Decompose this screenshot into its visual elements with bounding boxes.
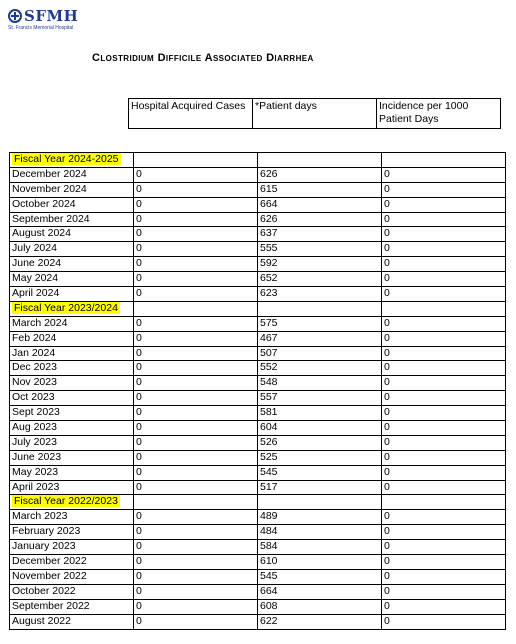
table-row [10, 465, 506, 480]
month-cell: Feb 2024 [10, 331, 134, 346]
month-cell: December 2024 [10, 167, 134, 182]
incidence-cell: 0 [382, 465, 506, 480]
month-cell: November 2022 [10, 569, 134, 584]
incidence-cell: 0 [382, 525, 506, 540]
month-cell: August 2022 [10, 614, 134, 629]
incidence-cell: 0 [382, 584, 506, 599]
cases-cell: 0 [134, 346, 258, 361]
month-cell: March 2023 [10, 510, 134, 525]
month-cell: May 2023 [10, 465, 134, 480]
cases-cell: 0 [134, 421, 258, 436]
month-cell: June 2023 [10, 450, 134, 465]
patient-days-cell: 581 [258, 406, 382, 421]
incidence-cell: 0 [382, 480, 506, 495]
incidence-cell: 0 [382, 510, 506, 525]
cases-cell: 0 [134, 227, 258, 242]
month-cell: March 2024 [10, 316, 134, 331]
empty-cell [258, 301, 382, 316]
cases-cell: 0 [134, 525, 258, 540]
patient-days-cell: 557 [258, 391, 382, 406]
cases-cell: 0 [134, 212, 258, 227]
cases-cell: 0 [134, 287, 258, 302]
incidence-cell: 0 [382, 599, 506, 614]
incidence-cell: 0 [382, 391, 506, 406]
table-row [10, 272, 506, 287]
table-row [10, 584, 506, 599]
cases-cell: 0 [134, 182, 258, 197]
month-cell: September 2024 [10, 212, 134, 227]
empty-cell [134, 495, 258, 510]
patient-days-cell: 467 [258, 331, 382, 346]
table-row [10, 287, 506, 302]
incidence-cell: 0 [382, 316, 506, 331]
cases-cell: 0 [134, 569, 258, 584]
patient-days-cell: 652 [258, 272, 382, 287]
cases-cell: 0 [134, 361, 258, 376]
incidence-cell: 0 [382, 287, 506, 302]
table-row [10, 182, 506, 197]
patient-days-cell: 592 [258, 257, 382, 272]
empty-cell [382, 495, 506, 510]
patient-days-cell: 484 [258, 525, 382, 540]
incidence-cell: 0 [382, 435, 506, 450]
fiscal-year-highlight: Fiscal Year 2022/2023 [14, 495, 118, 508]
table-row [10, 555, 506, 570]
cases-cell: 0 [134, 599, 258, 614]
data-table [9, 152, 506, 630]
table-row [10, 614, 506, 629]
month-cell: September 2022 [10, 599, 134, 614]
month-cell: January 2023 [10, 540, 134, 555]
table-row [10, 435, 506, 450]
table-row [10, 525, 506, 540]
table-row [10, 421, 506, 436]
incidence-cell: 0 [382, 569, 506, 584]
month-cell: February 2023 [10, 525, 134, 540]
table-row [10, 406, 506, 421]
incidence-cell: 0 [382, 197, 506, 212]
cross-icon [8, 9, 22, 23]
empty-cell [258, 495, 382, 510]
fiscal-year-row [10, 301, 506, 316]
cases-cell: 0 [134, 435, 258, 450]
table-row [10, 376, 506, 391]
header-row [129, 99, 501, 129]
incidence-cell: 0 [382, 450, 506, 465]
patient-days-cell: 526 [258, 435, 382, 450]
month-cell: November 2024 [10, 182, 134, 197]
patient-days-cell: 555 [258, 242, 382, 257]
header-cases: Hospital Acquired Cases [129, 99, 253, 129]
patient-days-cell: 664 [258, 584, 382, 599]
fiscal-year-row [10, 153, 506, 168]
table-row [10, 346, 506, 361]
patient-days-cell: 525 [258, 450, 382, 465]
patient-days-cell: 626 [258, 167, 382, 182]
header-patient-days: *Patient days [253, 99, 377, 129]
table-row [10, 599, 506, 614]
patient-days-cell: 489 [258, 510, 382, 525]
cases-cell: 0 [134, 376, 258, 391]
cases-cell: 0 [134, 450, 258, 465]
logo-subtitle: St. Francis Memorial Hospital [8, 25, 74, 31]
month-cell: July 2024 [10, 242, 134, 257]
cases-cell: 0 [134, 480, 258, 495]
cases-cell: 0 [134, 555, 258, 570]
empty-cell [258, 153, 382, 168]
patient-days-cell: 615 [258, 182, 382, 197]
table-row [10, 167, 506, 182]
fiscal-year-highlight: Fiscal Year 2024-2025 [14, 153, 119, 165]
patient-days-cell: 507 [258, 346, 382, 361]
table-row [10, 257, 506, 272]
cases-cell: 0 [134, 584, 258, 599]
patient-days-cell: 610 [258, 555, 382, 570]
incidence-cell: 0 [382, 257, 506, 272]
incidence-cell: 0 [382, 376, 506, 391]
incidence-cell: 0 [382, 242, 506, 257]
cases-cell: 0 [134, 167, 258, 182]
fiscal-year-label [10, 301, 134, 316]
patient-days-cell: 545 [258, 465, 382, 480]
patient-days-cell: 623 [258, 287, 382, 302]
month-cell: Sept 2023 [10, 406, 134, 421]
patient-days-cell: 637 [258, 227, 382, 242]
table-row [10, 242, 506, 257]
table-row [10, 569, 506, 584]
month-cell: April 2024 [10, 287, 134, 302]
cases-cell: 0 [134, 510, 258, 525]
incidence-cell: 0 [382, 406, 506, 421]
hospital-logo [8, 8, 94, 42]
month-cell: Nov 2023 [10, 376, 134, 391]
cases-cell: 0 [134, 257, 258, 272]
month-cell: October 2022 [10, 584, 134, 599]
cases-cell: 0 [134, 316, 258, 331]
month-cell: April 2023 [10, 480, 134, 495]
incidence-cell: 0 [382, 555, 506, 570]
patient-days-cell: 545 [258, 569, 382, 584]
table-row [10, 450, 506, 465]
table-row [10, 331, 506, 346]
incidence-cell: 0 [382, 346, 506, 361]
incidence-cell: 0 [382, 614, 506, 629]
incidence-cell: 0 [382, 540, 506, 555]
cases-cell: 0 [134, 614, 258, 629]
incidence-cell: 0 [382, 167, 506, 182]
incidence-cell: 0 [382, 421, 506, 436]
incidence-cell: 0 [382, 361, 506, 376]
table-row [10, 540, 506, 555]
table-row [10, 197, 506, 212]
header-incidence: Incidence per 1000 Patient Days [377, 99, 501, 129]
patient-days-cell: 575 [258, 316, 382, 331]
cases-cell: 0 [134, 197, 258, 212]
fiscal-year-highlight: Fiscal Year 2023/2024 [14, 301, 118, 314]
table-row [10, 510, 506, 525]
patient-days-cell: 552 [258, 361, 382, 376]
incidence-cell: 0 [382, 182, 506, 197]
table-row [10, 212, 506, 227]
empty-cell [134, 301, 258, 316]
table-row [10, 391, 506, 406]
month-cell: December 2022 [10, 555, 134, 570]
month-cell: Oct 2023 [10, 391, 134, 406]
incidence-cell: 0 [382, 227, 506, 242]
cases-cell: 0 [134, 242, 258, 257]
empty-cell [382, 301, 506, 316]
logo-name: SFMH [24, 7, 79, 25]
table-row [10, 480, 506, 495]
month-cell: May 2024 [10, 272, 134, 287]
month-cell: June 2024 [10, 257, 134, 272]
cases-cell: 0 [134, 391, 258, 406]
patient-days-cell: 626 [258, 212, 382, 227]
patient-days-cell: 548 [258, 376, 382, 391]
cases-cell: 0 [134, 272, 258, 287]
month-cell: July 2023 [10, 435, 134, 450]
month-cell: August 2024 [10, 227, 134, 242]
month-cell: Dec 2023 [10, 361, 134, 376]
month-cell: Jan 2024 [10, 346, 134, 361]
patient-days-cell: 584 [258, 540, 382, 555]
fiscal-year-label [10, 153, 134, 168]
empty-cell [382, 153, 506, 168]
incidence-cell: 0 [382, 272, 506, 287]
table-row [10, 316, 506, 331]
patient-days-cell: 664 [258, 197, 382, 212]
cases-cell: 0 [134, 331, 258, 346]
table-row [10, 227, 506, 242]
cases-cell: 0 [134, 540, 258, 555]
month-cell: October 2024 [10, 197, 134, 212]
table-row [10, 361, 506, 376]
patient-days-cell: 622 [258, 614, 382, 629]
logo-row [8, 8, 94, 24]
fiscal-year-label [10, 495, 134, 510]
patient-days-cell: 517 [258, 480, 382, 495]
empty-cell [134, 153, 258, 168]
incidence-cell: 0 [382, 331, 506, 346]
incidence-cell: 0 [382, 212, 506, 227]
cases-cell: 0 [134, 406, 258, 421]
month-cell: Aug 2023 [10, 421, 134, 436]
fiscal-year-row [10, 495, 506, 510]
cases-cell: 0 [134, 465, 258, 480]
patient-days-cell: 608 [258, 599, 382, 614]
page-title: Clostridium Difficile Associated Diarrhea [92, 52, 314, 64]
patient-days-cell: 604 [258, 421, 382, 436]
header-table [128, 98, 501, 129]
